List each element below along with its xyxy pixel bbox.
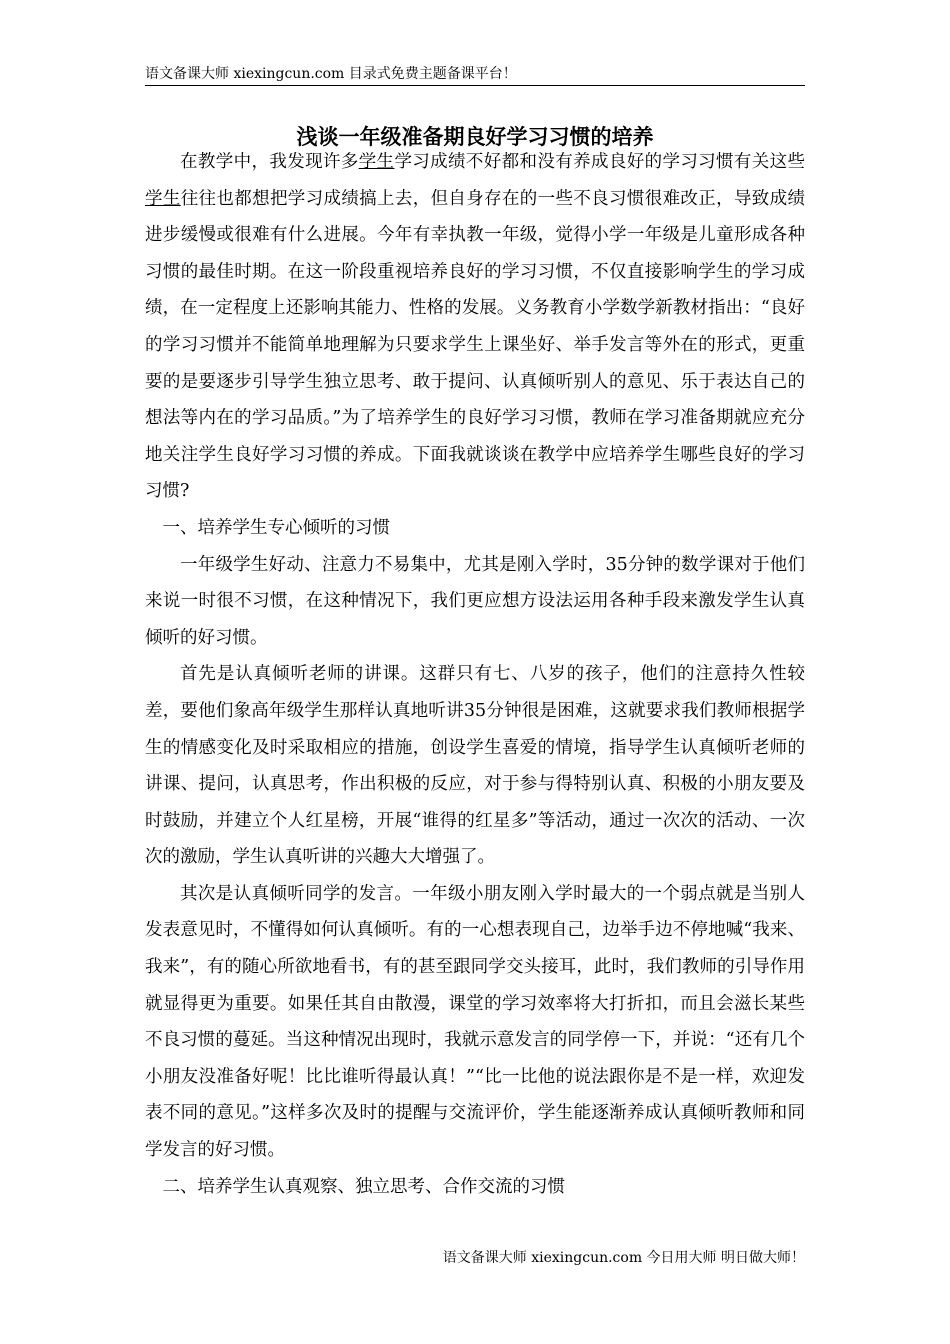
document-body bbox=[145, 144, 805, 1205]
footer-text: 语文备课大师 xiexingcun.com 今日用大师 明日做大师！ bbox=[442, 1250, 805, 1266]
student-link[interactable]: 学生 bbox=[358, 152, 395, 172]
paragraph-intro-part-b: 学习成绩不好都和没有养成良好的学习习惯有关这些 bbox=[394, 152, 806, 172]
section-heading-1: 一、培养学生专心倾听的习惯 bbox=[162, 517, 390, 538]
paragraph-intro-part-c: 往往也都想把学习成绩搞上去，但自身存在的一些不良习惯很难改正，导致成绩进步缓慢或很难有什么进展。今年有幸执教一年级，觉得小学一年级是儿童形成各种习惯的最佳时期。在这一阶段重视培养良好的学习习惯，不仅直接影响学生的学习成绩，在一定程度上还影响其能力、性格的发展。义务教育小学数学新教材指出：“良好的学习习惯并不能简单地理解为只要求学生上课坐好、举手发言等外在的形式，更重要的是要逐步引导学生独立思考、敢于提问、认真倾听别人的意见、乐于表达自己的想法等内在的学习品质。”为了培养学生的良好学习习惯，教师在学习准备期就应充分地关注学生良好学习习惯的养成。下面我就谈谈在教学中应培养学生哪些良好的学习习惯? bbox=[145, 188, 806, 502]
paragraph-peer-listening: 其次是认真倾听同学的发言。一年级小朋友刚入学时最大的一个弱点就是当别人发表意见时，不懂得如何认真倾听。有的一心想表现自己，边举手边不停地喊“我来、我来”，有的随心所欲地看书，有的甚至跟同学交头接耳，此时，我们教师的引导作用就显得更为重要。如果任其自由散漫，课堂的学习效率将大打折扣，而且会滋长某些不良习惯的蔓延。当这种情况出现时，我就示意发言的同学停一下，并说：“还有几个小朋友没准备好呢！比比谁听得最认真！”“比一比他的说法跟你是不是一样，欢迎发表不同的意见。”这样多次及时的提醒与交流评价，学生能逐渐养成认真倾听教师和同学发言的好习惯。 bbox=[145, 883, 805, 1161]
paragraph-intro-part-a: 在教学中，我发现许多 bbox=[180, 152, 359, 172]
section-heading-2: 二、培养学生认真观察、独立思考、合作交流的习惯 bbox=[162, 1176, 565, 1197]
page-header bbox=[145, 63, 805, 86]
student-link[interactable]: 学生 bbox=[145, 188, 181, 209]
header-text: 语文备课大师 xiexingcun.com 目录式免费主题备课平台！ bbox=[145, 66, 517, 82]
paragraph-teacher-listening: 首先是认真倾听老师的讲课。这群只有七、八岁的孩子，他们的注意持久性较差，要他们象高年级学生那样认真地听讲35分钟很是困难，这就要求我们教师根据学生的情感变化及时采取相应的措施，创设学生喜爱的情境，指导学生认真倾听老师的讲课、提问，认真思考，作出积极的反应，对于参与得特别认真、积极的小朋友要及时鼓励，并建立个人红星榜，开展“谁得的红星多”等活动，通过一次次的活动、一次次的激励，学生认真听讲的兴趣大大增强了。 bbox=[145, 664, 805, 868]
page-footer bbox=[145, 1248, 805, 1268]
paragraph-listening: 一年级学生好动、注意力不易集中，尤其是刚入学时，35分钟的数学课对于他们来说一时很不习惯，在这种情况下，我们更应想方设法运用各种手段来激发学生认真倾听的好习惯。 bbox=[145, 554, 805, 648]
paragraph-intro bbox=[145, 144, 805, 510]
document-title: 浅谈一年级准备期良好学习习惯的培养 bbox=[296, 124, 654, 149]
